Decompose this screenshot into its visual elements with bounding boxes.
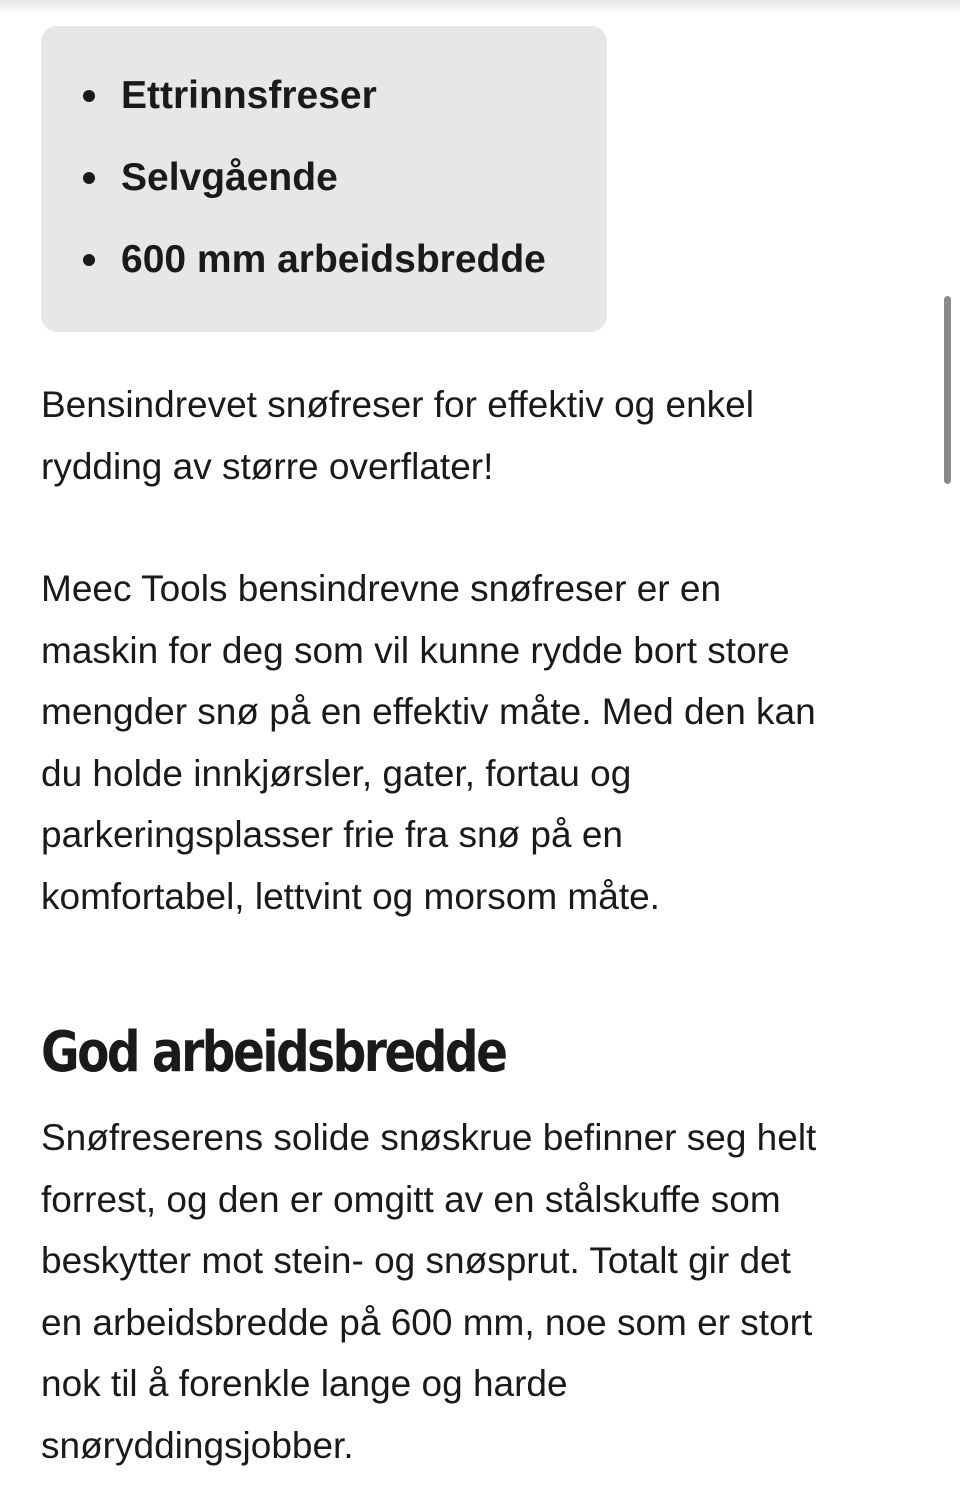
text-line: maskin for deg som vil kunne rydde bort store [41, 629, 790, 671]
text-line: Snøfreserens solide snøskrue befinner seg helt [41, 1117, 817, 1158]
text-line: komfortabel, lettvint og morsom måte. [41, 875, 660, 917]
feature-list [41, 70, 607, 316]
bullet-icon [83, 90, 95, 102]
top-bar-shadow [0, 0, 960, 14]
feature-item [41, 70, 607, 152]
vertical-scrollbar[interactable] [944, 296, 951, 484]
description-paragraph [41, 558, 921, 927]
section-heading: God arbeidsbredde [41, 1020, 506, 1085]
feature-label: Selvgående [121, 156, 338, 199]
bullet-icon [83, 172, 95, 184]
feature-label: Ettrinnsfreser [121, 74, 377, 117]
text-line: snøryddingsjobber. [41, 1424, 354, 1466]
text-line: Meec Tools bensindrevne snøfreser er en [41, 568, 722, 609]
text-line: mengder snø på en effektiv måte. Med den kan [41, 691, 816, 732]
product-description [41, 26, 921, 1476]
text-line: rydding av større overflater! [41, 445, 494, 487]
text-line: nok til å forenkle lange og harde [41, 1363, 568, 1404]
text-line: beskytter mot stein- og snøsprut. Totalt gir det [41, 1240, 791, 1281]
feature-highlight-box [41, 26, 607, 332]
text-line: en arbeidsbredde på 600 mm, noe som er stort [41, 1301, 813, 1343]
section-body-paragraph [41, 1107, 921, 1476]
feature-item [41, 152, 607, 234]
bullet-icon [83, 254, 95, 266]
feature-item [41, 234, 607, 316]
text-line: du holde innkjørsler, gater, fortau og [41, 752, 632, 794]
text-line: parkeringsplasser frie fra snø på en [41, 814, 623, 855]
feature-label: 600 mm arbeidsbredde [121, 238, 546, 281]
text-line: forrest, og den er omgitt av en stålskuffe som [41, 1178, 781, 1220]
text-line: Bensindrevet snøfreser for effektiv og enkel [41, 384, 754, 425]
intro-paragraph [41, 374, 921, 497]
